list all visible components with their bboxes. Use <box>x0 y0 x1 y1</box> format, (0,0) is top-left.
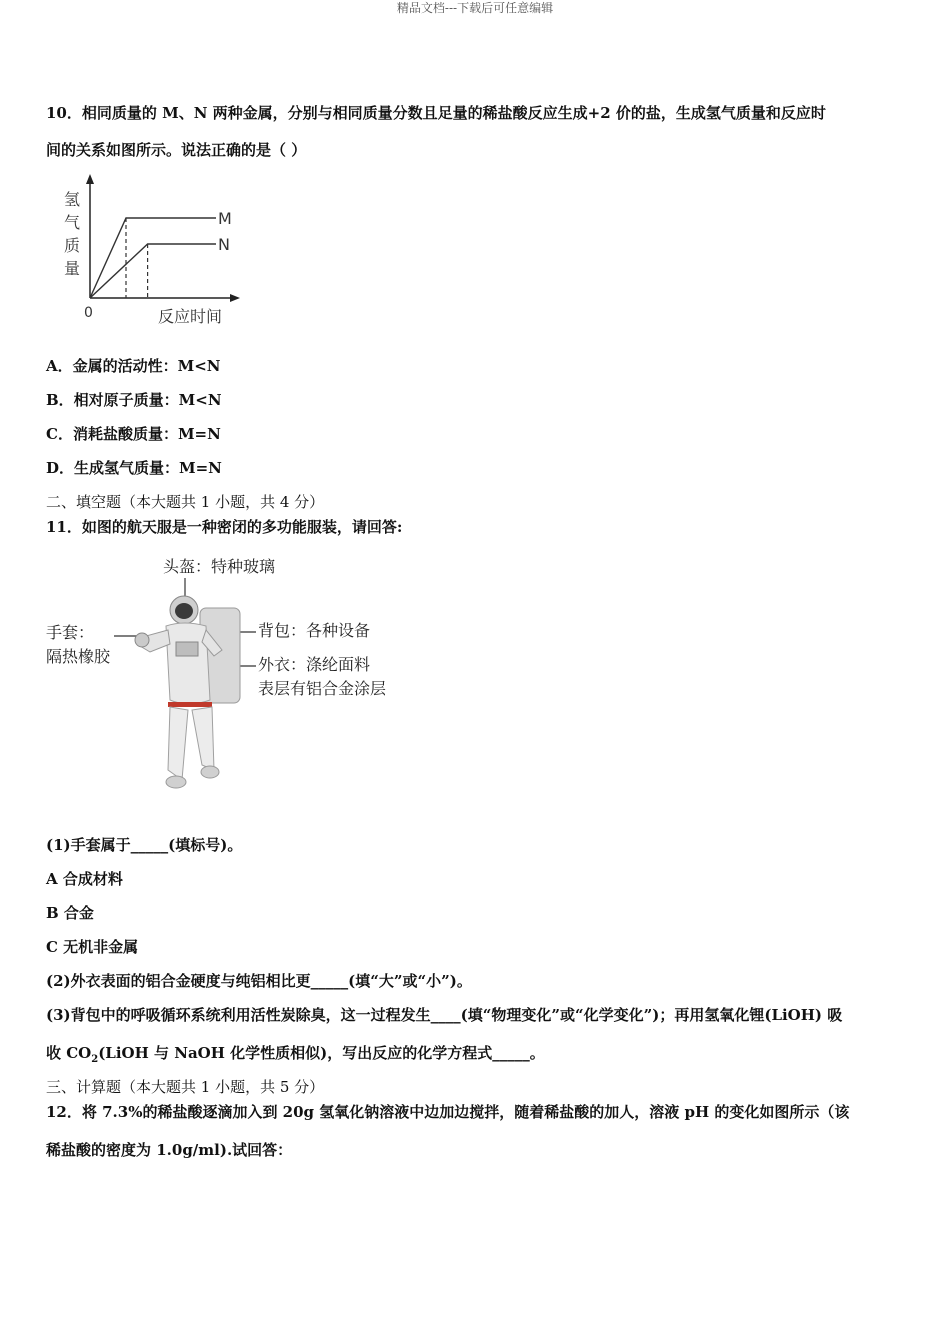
q11-option-c: C 无机非金属 <box>46 938 139 956</box>
q11-intro: 11．如图的航天服是一种密闭的多功能服装，请回答: <box>46 518 403 536</box>
label-coat-1: 外衣：涤纶面料 <box>258 655 371 674</box>
q11-part3-subscript: 2 <box>91 1054 99 1065</box>
label-backpack: 背包：各种设备 <box>258 621 371 640</box>
q12-line1: 12．将 7.3%的稀盐酸逐滴加入到 20g 氢氧化钠溶液中边加边搅拌，随着稀盐酸的加人，溶液 pH 的变化如图所示（该 <box>46 1103 850 1121</box>
section2-title: 二、填空题（本大题共 1 小题，共 4 分） <box>46 493 325 511</box>
label-helmet: 头盔：特种玻璃 <box>163 557 276 576</box>
series-line-n <box>90 244 216 298</box>
section3-title: 三、计算题（本大题共 1 小题，共 5 分） <box>46 1078 325 1096</box>
q12-line2: 稀盐酸的密度为 1.0g/ml).试回答： <box>46 1141 293 1159</box>
series-label-m: M <box>218 209 232 228</box>
q11-option-a: A 合成材料 <box>46 870 123 888</box>
q10-option-a: A．金属的活动性：M<N <box>46 357 221 375</box>
q11-part3-post: (LiOH 与 NaOH 化学性质相似)，写出反应的化学方程式_____。 <box>98 1044 545 1062</box>
x-axis-arrow <box>230 294 240 302</box>
y-axis-arrow <box>86 174 94 184</box>
q11-part3-line1: (3)背包中的呼吸循环系统利用活性炭除臭，这一过程发生____(填“物理变化”或“化学变化”)；再用氢氧化锂(LiOH) 吸 <box>46 1006 843 1024</box>
series-line-m <box>90 218 216 298</box>
q11-part3-pre: 收 CO <box>46 1044 92 1062</box>
x-axis-label: 反应时间 <box>158 307 223 326</box>
origin-label: 0 <box>84 305 93 321</box>
q11-option-b: B 合金 <box>46 904 94 922</box>
ylabel-char-1: 气 <box>64 213 81 232</box>
q10-option-d: D．生成氢气质量：M=N <box>46 459 222 477</box>
page-header: 精品文档---下载后可任意编辑 <box>396 1 554 15</box>
label-coat-2: 表层有铝合金涂层 <box>258 679 387 698</box>
q10-line2: 间的关系如图所示。说法正确的是（ ） <box>46 141 307 159</box>
q10-option-b: B．相对原子质量：M<N <box>46 391 222 409</box>
q10-option-c: C．消耗盐酸质量：M=N <box>46 425 221 443</box>
label-glove-1: 手套： <box>46 623 95 642</box>
q11-part2: (2)外衣表面的铝合金硬度与纯铝相比更_____(填“大”或“小”)。 <box>46 972 472 990</box>
torso-shape <box>166 623 210 704</box>
glove-shape <box>135 633 149 647</box>
ylabel-char-2: 质 <box>64 236 81 255</box>
q10-chart <box>50 170 250 330</box>
ylabel-char-3: 量 <box>64 259 81 278</box>
label-glove-2: 隔热橡胶 <box>46 647 111 666</box>
astronaut-illustration <box>110 570 270 805</box>
ylabel-char-0: 氢 <box>64 190 81 209</box>
q11-part3-line2 <box>46 1043 545 1070</box>
q10-line1: 10．相同质量的 M、N 两种金属，分别与相同质量分数且足量的稀盐酸反应生成+2 价的盐，生成氢气质量和反应时 <box>46 104 826 122</box>
series-label-n: N <box>218 235 230 254</box>
q11-part1: (1)手套属于_____(填标号)。 <box>46 836 243 854</box>
